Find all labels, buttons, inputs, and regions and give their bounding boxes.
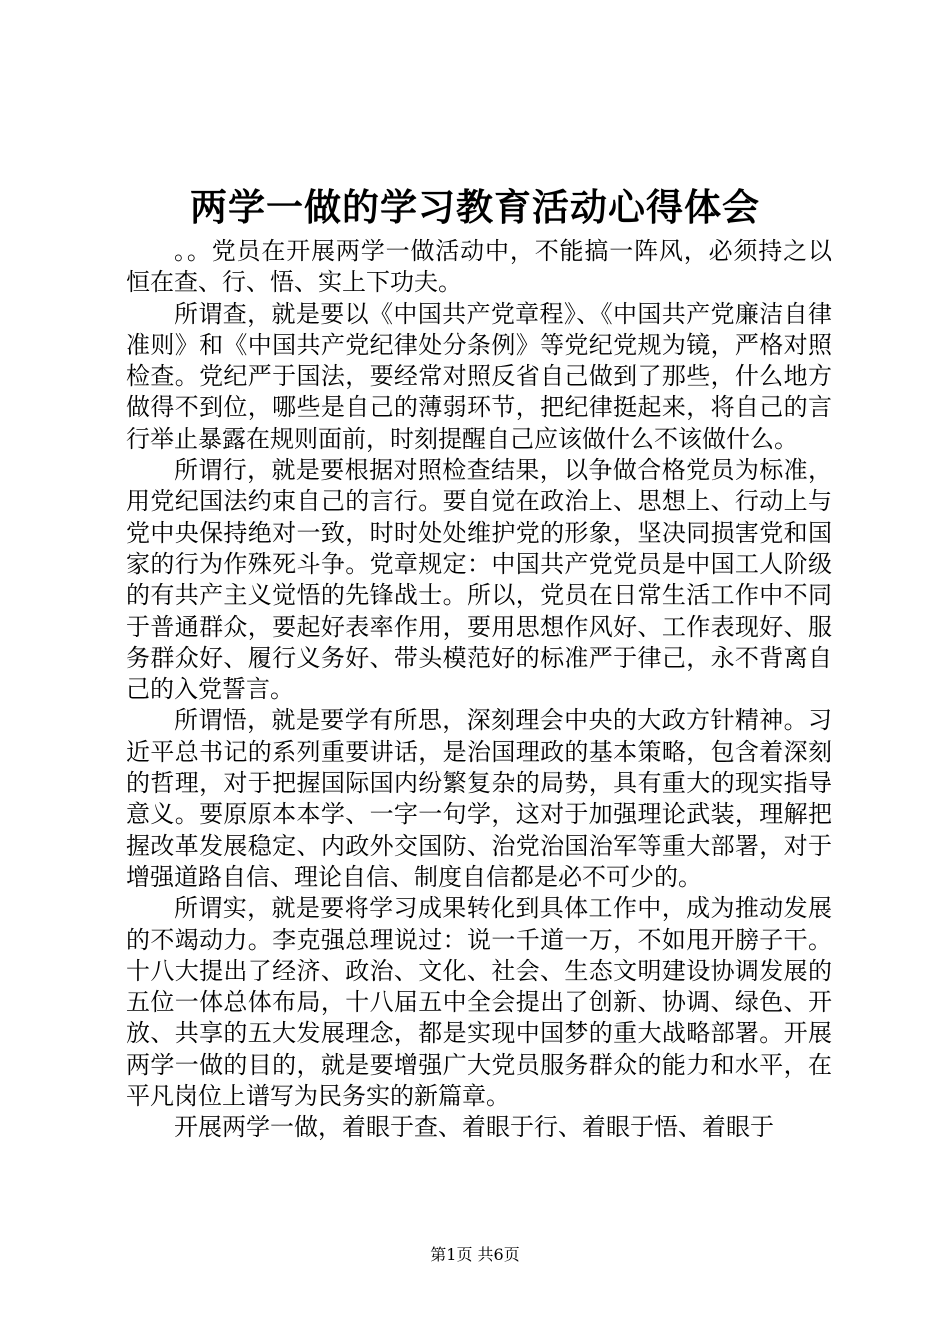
document-title: 两学一做的学习教育活动心得体会	[190, 185, 760, 229]
paragraph: 所谓查，就是要以《中国共产党章程》、《中国共产党廉洁自律准则》和《中国共产党纪律处分条例》等党纪党规为镜，严格对照检查。党纪严于国法，要经常对照反省自己做到了那些，什么地方做得不到位，哪些是自己的薄弱环节，把纪律挺起来，将自己的言行举止暴露在规则面前，时刻提醒自己应该做什么不该做什么。	[126, 299, 832, 453]
paragraph: 所谓悟，就是要学有所思，深刻理会中央的大政方针精神。习近平总书记的系列重要讲话，是治国理政的基本策略，包含着深刻的哲理，对于把握国际国内纷繁复杂的局势，具有重大的现实指导意义。要原原本本学、一字一句学，这对于加强理论武装，理解把握改革发展稳定、内政外交国防、治党治国治军等重大部署，对于增强道路自信、理论自信、制度自信都是必不可少的。	[126, 706, 832, 891]
paragraph: 。。党员在开展两学一做活动中，不能搞一阵风，必须持之以恒在查、行、悟、实上下功夫。	[126, 237, 832, 297]
paragraph: 所谓实，就是要将学习成果转化到具体工作中，成为推动发展的不竭动力。李克强总理说过：说一千道一万，不如甩开膀子干。十八大提出了经济、政治、文化、社会、生态文明建设协调发展的五位一体总体布局，十八届五中全会提出了创新、协调、绿色、开放、共享的五大发展理念，都是实现中国梦的重大战略部署。开展两学一做的目的，就是要增强广大党员服务群众的能力和水平，在平凡岗位上谱写为民务实的新篇章。	[126, 894, 832, 1111]
document-body	[126, 236, 832, 1144]
paragraph: 所谓行，就是要根据对照检查结果，以争做合格党员为标准，用党纪国法约束自己的言行。要自觉在政治上、思想上、行动上与党中央保持绝对一致，时时处处维护党的形象，坚决同损害党和国家的行为作殊死斗争。党章规定：中国共产党党员是中国工人阶级的有共产主义觉悟的先锋战士。所以，党员在日常生活工作中不同于普通群众，要起好表率作用，要用思想作风好、工作表现好、服务群众好、履行义务好、带头模范好的标准严于律己，永不背离自己的入党誓言。	[126, 456, 832, 704]
paragraph: 开展两学一做，着眼于查、着眼于行、着眼于悟、着眼于	[174, 1113, 774, 1142]
page-number-footer: 第1页 共6页	[430, 1245, 520, 1264]
